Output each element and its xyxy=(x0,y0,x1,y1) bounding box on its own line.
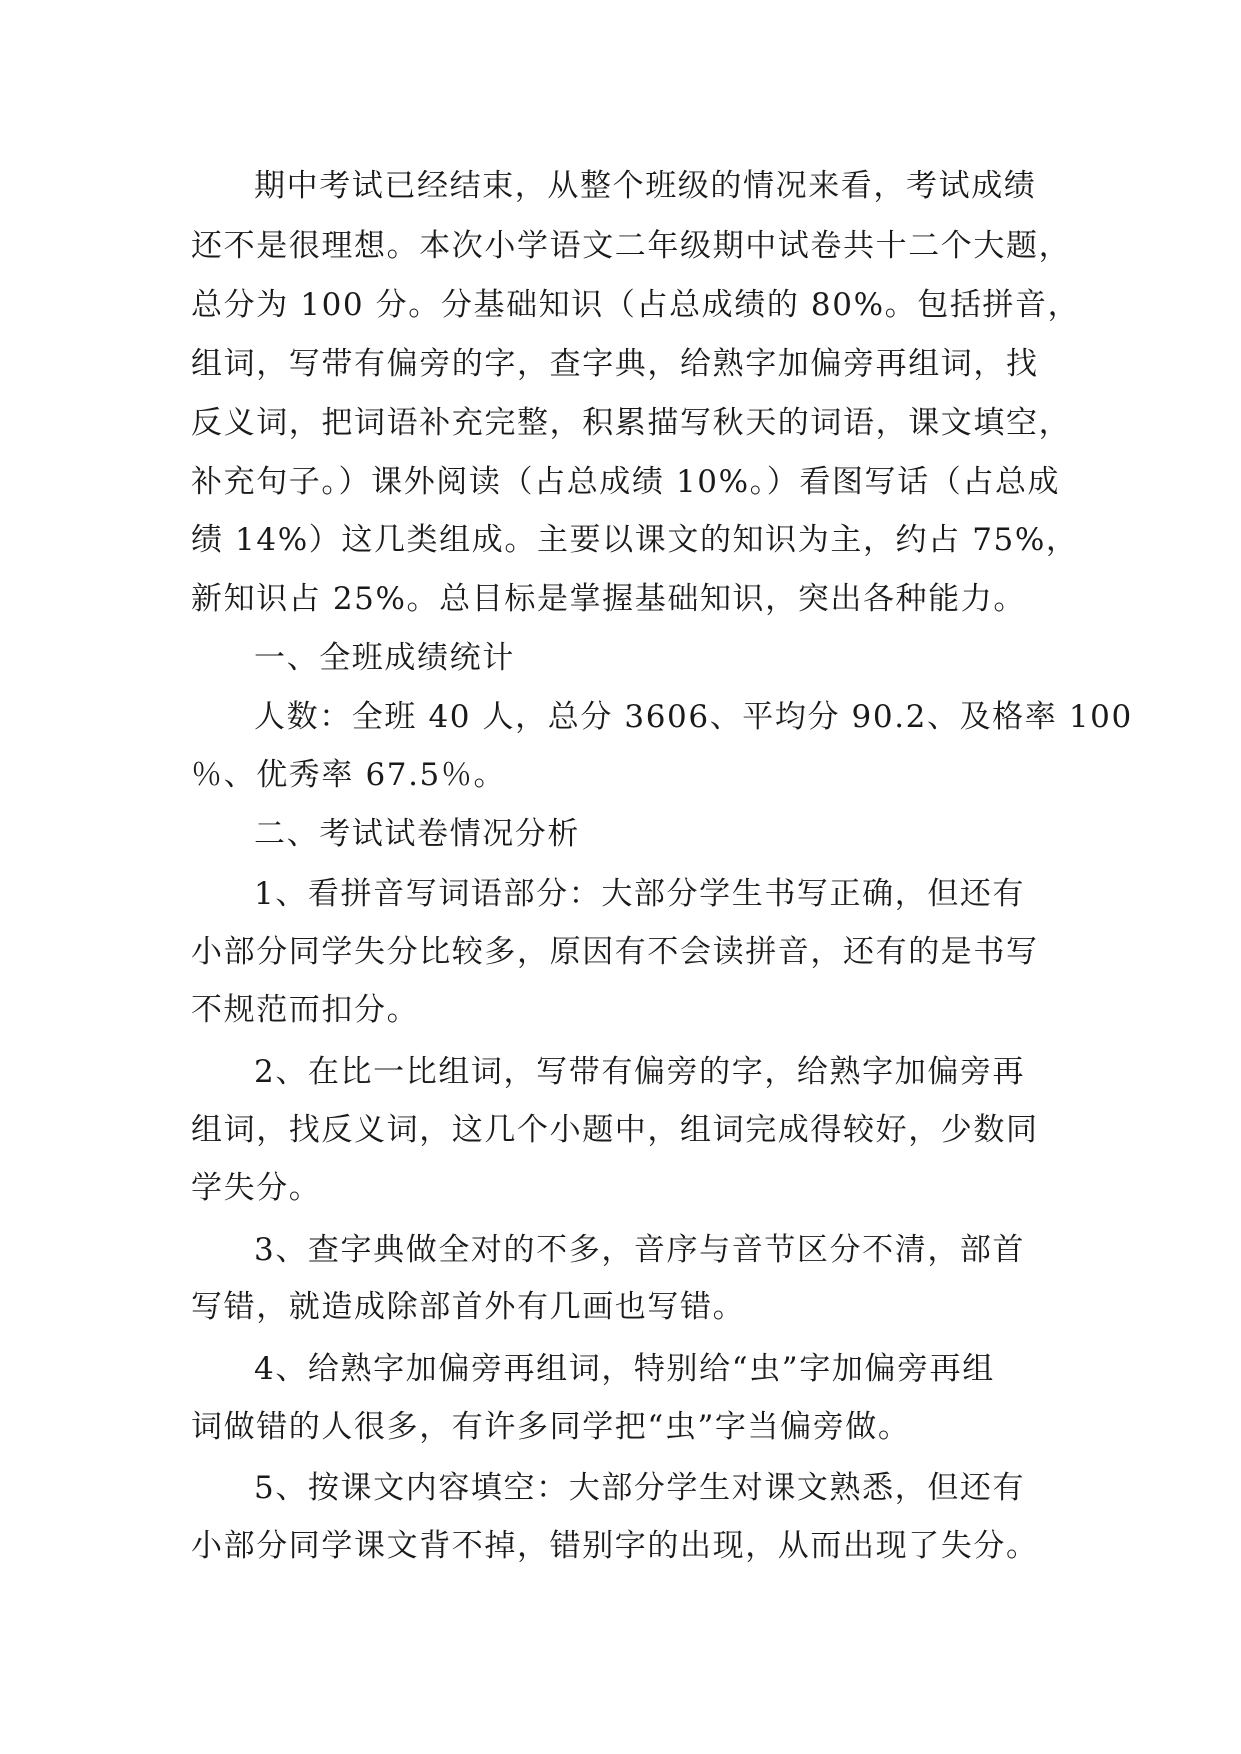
item-3-line-1: 3、查字典做全对的不多，音序与音节区分不清，部首 xyxy=(254,1232,1026,1268)
stats-line-2: ％、优秀率 67.5％。 xyxy=(191,757,507,793)
stats-line-1: 人数：全班 40 人，总分 3606、平均分 90.2、及格率 100 xyxy=(254,699,1133,735)
item-2-line-3: 学失分。 xyxy=(191,1170,322,1206)
paragraph-1-line-1: 期中考试已经结束，从整个班级的情况来看，考试成绩 xyxy=(254,168,1037,204)
section-heading-2: 二、考试试卷情况分析 xyxy=(254,816,580,852)
item-2-line-1: 2、在比一比组词，写带有偏旁的字，给熟字加偏旁再 xyxy=(254,1054,1026,1090)
paragraph-1-line-5: 反义词，把词语补充完整，积累描写秋天的词语，课文填空， xyxy=(191,405,1072,441)
item-4-line-2: 词做错的人很多，有许多同学把“虫”字当偏旁做。 xyxy=(191,1409,911,1445)
paragraph-1-line-2: 还不是很理想。本次小学语文二年级期中试卷共十二个大题， xyxy=(191,228,1072,264)
paragraph-1-line-7: 绩 14%）这几类组成。主要以课文的知识为主，约占 75%， xyxy=(191,522,1079,558)
item-4-line-1: 4、给熟字加偏旁再组词，特别给“虫”字加偏旁再组 xyxy=(254,1351,995,1387)
item-3-line-2: 写错，就造成除部首外有几画也写错。 xyxy=(191,1289,746,1325)
section-heading-1: 一、全班成绩统计 xyxy=(254,640,515,676)
item-1-line-3: 不规范而扣分。 xyxy=(191,992,420,1028)
paragraph-1-line-6: 补充句子。）课外阅读（占总成绩 10%。）看图写话（占总成 xyxy=(191,464,1061,500)
item-1-line-2: 小部分同学失分比较多，原因有不会读拼音，还有的是书写 xyxy=(191,934,1039,970)
item-5-line-2: 小部分同学课文背不掉，错别字的出现，从而出现了失分。 xyxy=(191,1528,1039,1564)
item-5-line-1: 5、按课文内容填空：大部分学生对课文熟悉，但还有 xyxy=(254,1470,1026,1506)
paragraph-1-line-8: 新知识占 25%。总目标是掌握基础知识，突出各种能力。 xyxy=(191,581,1026,617)
paragraph-1-line-3: 总分为 100 分。分基础知识（占总成绩的 80%。包括拼音， xyxy=(191,287,1081,323)
item-2-line-2: 组词，找反义词，这几个小题中，组词完成得较好，少数同 xyxy=(191,1112,1039,1148)
item-1-line-1: 1、看拼音写词语部分：大部分学生书写正确，但还有 xyxy=(254,876,1026,912)
paragraph-1-line-4: 组词，写带有偏旁的字，查字典，给熟字加偏旁再组词，找 xyxy=(191,346,1039,382)
